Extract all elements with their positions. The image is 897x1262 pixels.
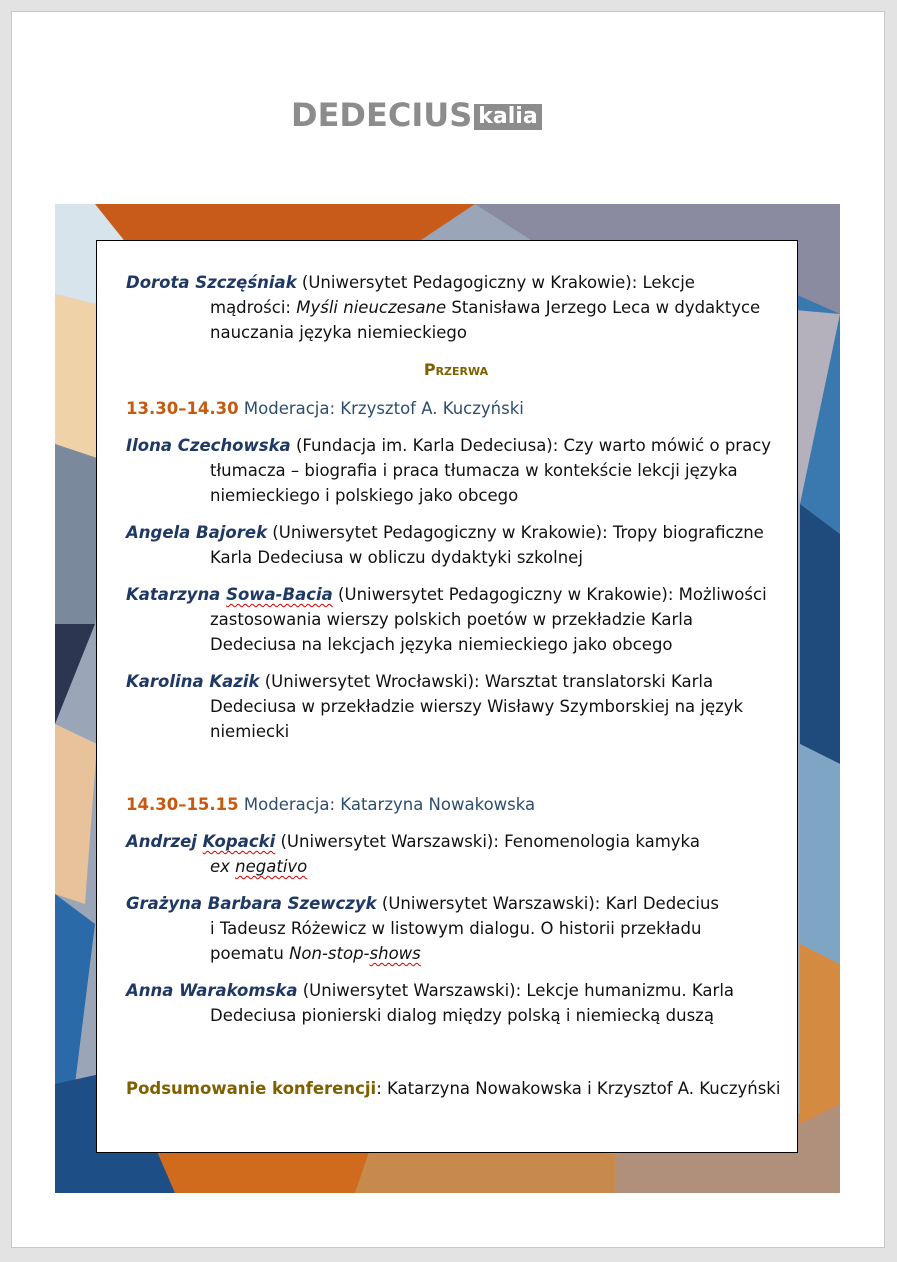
- speaker-first-name: Andrzej: [126, 832, 203, 851]
- speaker-name: Dorota Szczęśniak: [126, 273, 297, 292]
- dedecius-kalia-logo: [291, 96, 542, 134]
- talk-text: nauczania języka niemieckiego: [210, 323, 467, 342]
- talk-text: (Uniwersytet Warszawski): Karl Dedecius: [376, 894, 720, 913]
- session-moderation: Moderacja: Krzysztof A. Kuczyński: [238, 399, 524, 418]
- speaker-last-name: Kopacki: [202, 832, 276, 851]
- talk-text: Dedeciusa pionierski dialog między polską i niemiecką duszą: [210, 1006, 714, 1025]
- talk-text: i Tadeusz Różewicz w listowym dialogu. O historii przekładu: [210, 919, 702, 938]
- talk-text: (Fundacja im. Karla Dedeciusa): Czy warto mówić o pracy: [290, 436, 772, 455]
- talk-text: poematu: [210, 944, 290, 963]
- talk-text: Stanisława Jerzego Leca w dydaktyce: [446, 298, 761, 317]
- speaker-name: Grażyna Barbara Szewczyk: [126, 894, 377, 913]
- talk-text: (Uniwersytet Pedagogiczny w Krakowie): Możliwości: [332, 585, 767, 604]
- talk-title-italic: shows: [369, 944, 421, 963]
- speaker-name: [126, 585, 333, 604]
- speaker-name: Ilona Czechowska: [126, 436, 291, 455]
- talk-title-italic: negativo: [235, 857, 308, 876]
- session-time: 14.30–15.15: [126, 795, 239, 814]
- talk-text: Dedeciusa na lekcjach języka niemieckiego jako obcego: [210, 635, 673, 654]
- program-entry-szewczyk: [126, 891, 786, 966]
- program-text: [126, 270, 786, 1113]
- session-time: 13.30–14.30: [126, 399, 239, 418]
- talk-text: (Uniwersytet Warszawski): Fenomenologia kamyka: [275, 832, 700, 851]
- program-entry-szczesniak: [126, 270, 786, 345]
- talk-title-italic: ex: [210, 857, 236, 876]
- talk-text: Karla Dedeciusa w obliczu dydaktyki szkolnej: [210, 548, 583, 567]
- talk-text: (Uniwersytet Pedagogiczny w Krakowie): Tropy biograficzne: [267, 523, 764, 542]
- talk-text: mądrości:: [210, 298, 297, 317]
- break-heading: Przerwa: [423, 360, 489, 379]
- program-entry-bajorek: [126, 520, 786, 570]
- program-entry-czechowska: [126, 433, 786, 508]
- program-entry-kazik: [126, 669, 786, 744]
- talk-text: (Uniwersytet Pedagogiczny w Krakowie): Lekcje: [296, 273, 695, 292]
- session-header-2: [126, 792, 786, 817]
- speaker-last-name: Sowa-Bacia: [226, 585, 333, 604]
- talk-text: niemieckiego i polskiego jako obcego: [210, 486, 519, 505]
- speaker-first-name: Katarzyna: [126, 585, 227, 604]
- speaker-name: Karolina Kazik: [126, 672, 260, 691]
- talk-text: niemiecki: [210, 722, 290, 741]
- summary-text: : Katarzyna Nowakowska i Krzysztof A. Kuczyński: [376, 1079, 781, 1098]
- talk-text: (Uniwersytet Wrocławski): Warsztat translatorski Karla: [259, 672, 714, 691]
- program-entry-kopacki: [126, 829, 786, 879]
- talk-title-italic: Non-stop-: [289, 944, 370, 963]
- session-moderation: Moderacja: Katarzyna Nowakowska: [238, 795, 536, 814]
- program-entry-warakomska: [126, 978, 786, 1028]
- logo-main-text: DEDECIUS: [291, 96, 473, 134]
- talk-text: tłumacza – biografia i praca tłumacza w kontekście lekcji języka: [210, 461, 738, 480]
- talk-text: (Uniwersytet Warszawski): Lekcje humanizmu. Karla: [297, 981, 735, 1000]
- talk-text: zastosowania wierszy polskich poetów w przekładzie Karla: [210, 610, 693, 629]
- talk-title-italic: Myśli nieuczesane: [296, 298, 447, 317]
- summary-label: Podsumowanie konferencji: [126, 1079, 377, 1098]
- speaker-name: Angela Bajorek: [126, 523, 268, 542]
- speaker-name: [126, 832, 275, 851]
- speaker-name: Anna Warakomska: [126, 981, 298, 1000]
- logo-box-text: kalia: [474, 104, 541, 130]
- conference-summary: [126, 1076, 786, 1101]
- talk-text: Dedeciusa w przekładzie wierszy Wisławy Szymborskiej na język: [210, 697, 744, 716]
- program-entry-sowa-bacia: [126, 582, 786, 657]
- session-header-1: [126, 396, 786, 421]
